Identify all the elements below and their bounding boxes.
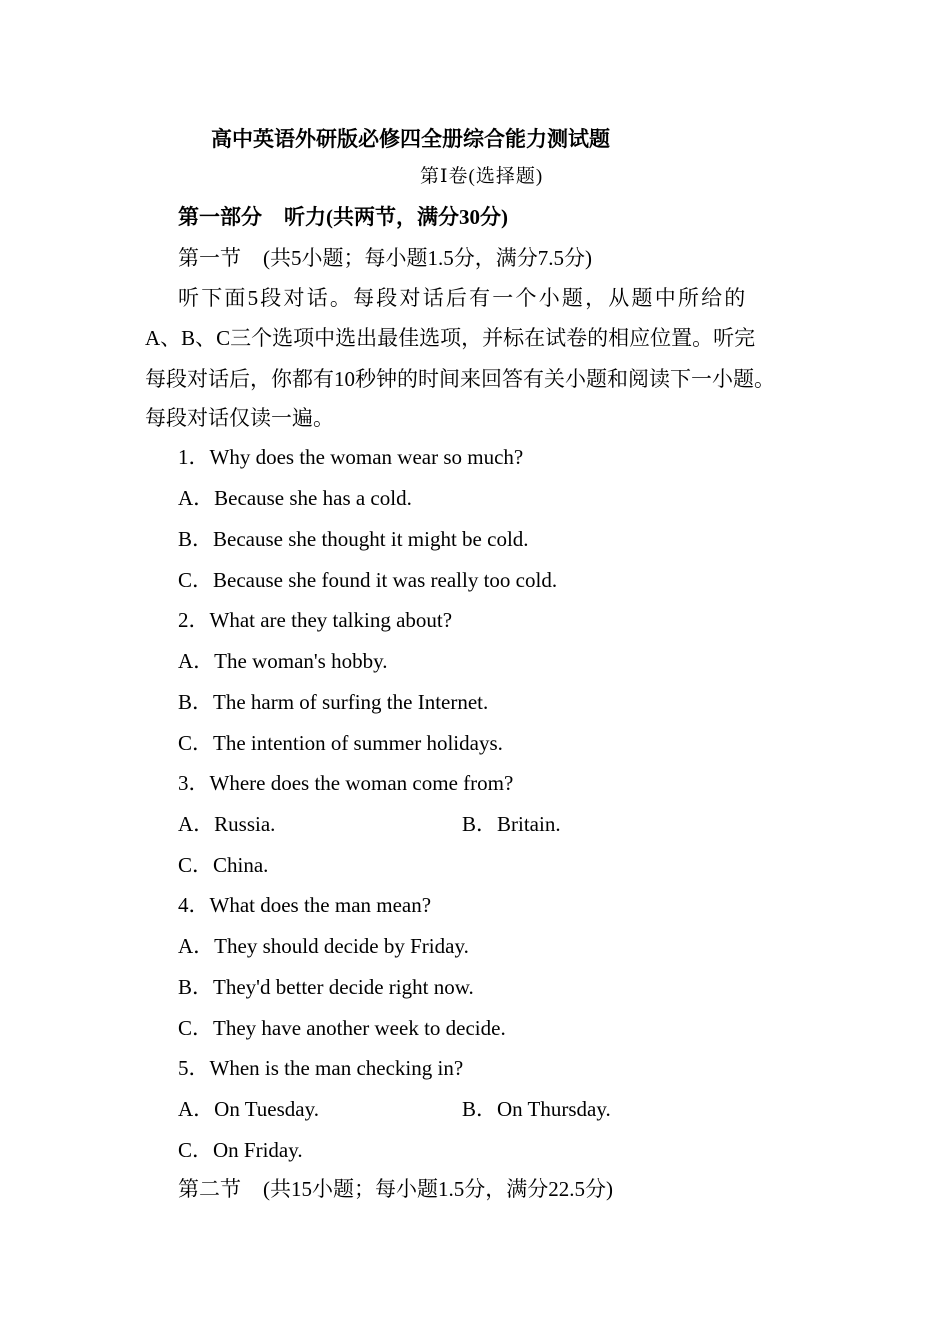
section-desc: (共5小题；每小题1.5分，满分7.5分) (263, 246, 592, 270)
option-a: A．They should decide by Friday. (178, 934, 469, 958)
option-b: B．Because she thought it might be cold. (178, 527, 529, 551)
section-heading-1 (178, 245, 592, 271)
option-c: C．China. (178, 853, 269, 877)
instruction-line: 每段对话后，你都有10秒钟的时间来回答有关小题和阅读下一小题。 (145, 367, 775, 391)
page-title: 高中英语外研版必修四全册综合能力测试题 (211, 127, 610, 151)
option-b: B．On Thursday. (462, 1097, 611, 1121)
option-b: B．The harm of surfing the Internet. (178, 690, 489, 714)
question-text: 1．Why does the woman wear so much? (178, 445, 524, 469)
question-text: 4．What does the man mean? (178, 893, 432, 917)
question-text: 5．When is the man checking in? (178, 1056, 464, 1080)
part-desc: 听力(共两节，满分30分) (284, 205, 508, 229)
option-a: A．On Tuesday. (178, 1097, 319, 1121)
option-a: A．The woman's hobby. (178, 649, 388, 673)
section-heading-2 (178, 1176, 613, 1202)
instruction-line: 每段对话仅读一遍。 (145, 406, 334, 430)
section-name: 第二节 (178, 1177, 241, 1201)
option-c: C．They have another week to decide. (178, 1016, 506, 1040)
volume-subtitle: 第Ⅰ卷(选择题) (420, 166, 544, 187)
option-c: C．Because she found it was really too cold. (178, 568, 558, 592)
section-name: 第一节 (178, 246, 241, 270)
section-desc: (共15小题；每小题1.5分，满分22.5分) (263, 1177, 613, 1201)
option-c: C．The intention of summer holidays. (178, 731, 503, 755)
question-text: 2．What are they talking about? (178, 608, 453, 632)
part-name: 第一部分 (178, 205, 262, 229)
option-a: A．Because she has a cold. (178, 486, 412, 510)
instruction-line: A、B、C三个选项中选出最佳选项，并标在试卷的相应位置。听完 (145, 326, 756, 350)
question-text: 3．Where does the woman come from? (178, 771, 514, 795)
instruction-line: 听下面5段对话。每段对话后有一个小题，从题中所给的 (178, 286, 748, 310)
option-b: B．They'd better decide right now. (178, 975, 474, 999)
option-c: C．On Friday. (178, 1138, 303, 1162)
part-heading (178, 204, 508, 230)
option-a: A．Russia. (178, 812, 276, 836)
option-b: B．Britain. (462, 812, 561, 836)
